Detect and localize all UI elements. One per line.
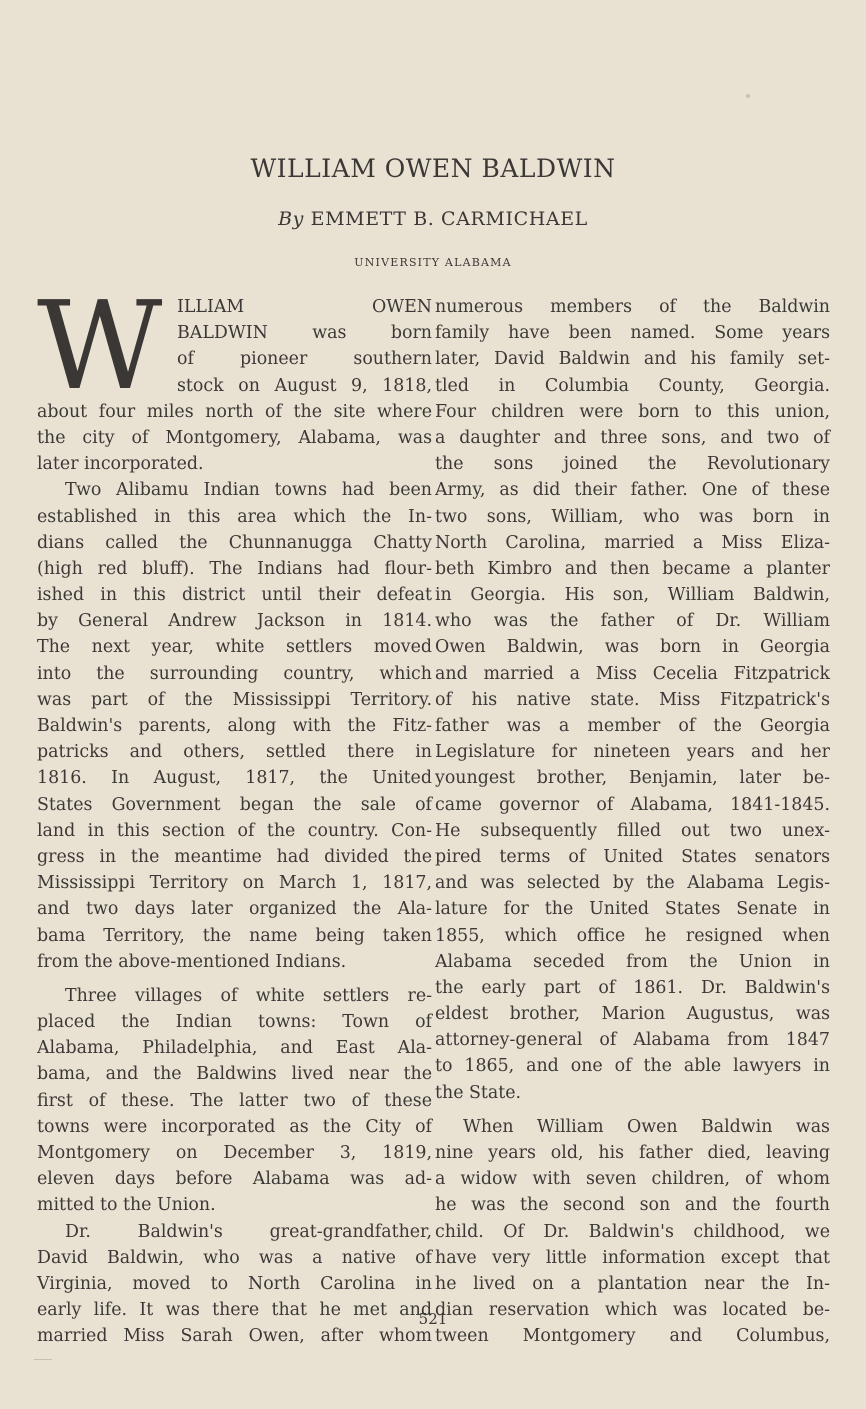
paper-speck bbox=[746, 94, 750, 98]
text-line: lature for the United States Senate in bbox=[435, 899, 830, 920]
text-line: was part of the Mississippi Territory. bbox=[37, 689, 432, 710]
text-line: Owen Baldwin, was born in Georgia bbox=[435, 637, 830, 658]
text-line: bama Territory, the name being taken bbox=[37, 925, 432, 946]
text-line: dian reservation which was located be- bbox=[435, 1300, 830, 1321]
text-line: North Carolina, married a Miss Eliza- bbox=[435, 532, 830, 553]
text-line: Alabama seceded from the Union in bbox=[435, 951, 830, 972]
text-line: about four miles north of the site where bbox=[37, 401, 432, 422]
text-line: pired terms of United States senators bbox=[435, 846, 830, 867]
text-line: ILLIAM OWEN bbox=[177, 297, 432, 317]
text-line: from the above-mentioned Indians. bbox=[37, 951, 347, 972]
text-line: Four children were born to this union, bbox=[435, 401, 830, 422]
drop-cap: W bbox=[37, 275, 157, 417]
text-line: patricks and others, settled there in bbox=[37, 742, 432, 763]
text-line: gress in the meantime had divided the bbox=[37, 846, 432, 867]
text-line: eldest brother, Marion Augustus, was bbox=[435, 1004, 830, 1025]
text-line: nine years old, his father died, leaving bbox=[435, 1143, 830, 1163]
left-column bbox=[37, 275, 432, 1350]
text-line: the early part of 1861. Dr. Baldwin's bbox=[435, 977, 830, 998]
text-line: Legislature for nineteen years and her bbox=[435, 742, 830, 763]
text-line: a widow with seven children, of whom bbox=[435, 1169, 830, 1190]
text-line: attorney-general of Alabama from 1847 bbox=[435, 1030, 830, 1051]
text-line: Mississippi Territory on March 1, 1817, bbox=[37, 873, 432, 894]
text-line: 1816. In August, 1817, the United bbox=[37, 768, 432, 789]
byline-prefix: By bbox=[278, 208, 304, 230]
text-line: Army, as did their father. One of these bbox=[435, 480, 830, 501]
text-line: beth Kimbro and then became a planter bbox=[435, 558, 830, 579]
text-line: States Government began the sale of bbox=[37, 794, 432, 815]
text-line: later, David Baldwin and his family set- bbox=[435, 349, 830, 370]
text-line: later incorporated. bbox=[37, 454, 204, 475]
text-line: the sons joined the Revolutionary bbox=[435, 454, 830, 475]
text-line: land in this section of the country. Con- bbox=[37, 820, 432, 841]
text-line: and married a Miss Cecelia Fitzpatrick bbox=[435, 663, 830, 684]
right-column bbox=[435, 294, 830, 1350]
article-byline bbox=[0, 208, 866, 230]
text-line: to 1865, and one of the able lawyers in bbox=[435, 1056, 830, 1077]
text-line: dians called the Chunnanugga Chatty bbox=[37, 532, 432, 553]
text-line: numerous members of the Baldwin bbox=[435, 297, 830, 317]
text-line: into the surrounding country, which bbox=[37, 663, 432, 684]
text-line: When William Owen Baldwin was bbox=[463, 1116, 830, 1137]
text-line: bama, and the Baldwins lived near the bbox=[37, 1064, 432, 1085]
text-line: established in this area which the In- bbox=[37, 506, 432, 527]
text-line: married Miss Sarah Owen, after whom bbox=[37, 1326, 432, 1347]
text-line: in Georgia. His son, William Baldwin, bbox=[435, 585, 830, 606]
paper-mark bbox=[34, 1359, 52, 1360]
text-line: first of these. The latter two of these bbox=[37, 1090, 432, 1111]
text-line: Dr. Baldwin's great-grandfather, bbox=[65, 1221, 432, 1242]
text-line: of his native state. Miss Fitzpatrick's bbox=[435, 689, 830, 710]
text-line: (high red bluff). The Indians had flour- bbox=[37, 558, 432, 579]
text-line: stock on August 9, 1818, bbox=[177, 375, 432, 396]
article-title: WILLIAM OWEN BALDWIN bbox=[250, 154, 616, 183]
text-line: He subsequently filled out two unex- bbox=[435, 820, 830, 841]
author-name: EMMETT B. CARMICHAEL bbox=[310, 208, 588, 230]
text-line: two sons, William, who was born in bbox=[435, 506, 830, 527]
text-line: family have been named. Some years bbox=[435, 323, 830, 344]
text-line: who was the father of Dr. William bbox=[435, 611, 830, 632]
text-line: he was the second son and the fourth bbox=[435, 1195, 830, 1216]
text-line: the State. bbox=[435, 1082, 522, 1103]
text-line: towns were incorporated as the City of bbox=[37, 1116, 432, 1137]
text-line: tled in Columbia County, Georgia. bbox=[435, 375, 830, 396]
text-line: have very little information except that bbox=[435, 1247, 830, 1268]
text-line: BALDWIN was born bbox=[177, 323, 432, 344]
text-line: Three villages of white settlers re- bbox=[65, 985, 432, 1006]
text-line: he lived on a plantation near the In- bbox=[435, 1273, 830, 1294]
text-line: eleven days before Alabama was ad- bbox=[37, 1169, 432, 1190]
text-line: came governor of Alabama, 1841-1845. bbox=[435, 794, 830, 815]
text-line: 1855, which office he resigned when bbox=[435, 925, 830, 946]
text-line: ished in this district until their defeat bbox=[37, 585, 432, 606]
page-number: 521 bbox=[418, 1310, 448, 1328]
text-line: Virginia, moved to North Carolina in bbox=[37, 1273, 432, 1294]
text-line: child. Of Dr. Baldwin's childhood, we bbox=[435, 1221, 830, 1242]
text-line: Baldwin's parents, along with the Fitz- bbox=[37, 716, 432, 736]
text-line: father was a member of the Georgia bbox=[435, 716, 830, 736]
text-line: early life. It was there that he met and bbox=[37, 1300, 432, 1321]
text-line: The next year, white settlers moved bbox=[37, 637, 432, 658]
text-line: by General Andrew Jackson in 1814. bbox=[37, 611, 432, 632]
text-line: and was selected by the Alabama Legis- bbox=[435, 873, 830, 894]
text-line: a daughter and three sons, and two of bbox=[435, 427, 830, 448]
text-line: David Baldwin, who was a native of bbox=[37, 1247, 432, 1268]
text-line: of pioneer southern bbox=[177, 349, 432, 370]
text-line: tween Montgomery and Columbus, bbox=[435, 1326, 830, 1347]
text-line: placed the Indian towns: Town of bbox=[37, 1012, 432, 1033]
text-line: the city of Montgomery, Alabama, was bbox=[37, 427, 432, 448]
text-line: mitted to the Union. bbox=[37, 1195, 216, 1216]
text-line: Alabama, Philadelphia, and East Ala- bbox=[37, 1038, 432, 1059]
author-affiliation: UNIVERSITY ALABAMA bbox=[354, 256, 512, 269]
text-line: Two Alibamu Indian towns had been bbox=[65, 480, 432, 501]
text-line: youngest brother, Benjamin, later be- bbox=[435, 768, 830, 789]
text-line: Montgomery on December 3, 1819, bbox=[37, 1143, 432, 1163]
text-line: and two days later organized the Ala- bbox=[37, 899, 432, 920]
